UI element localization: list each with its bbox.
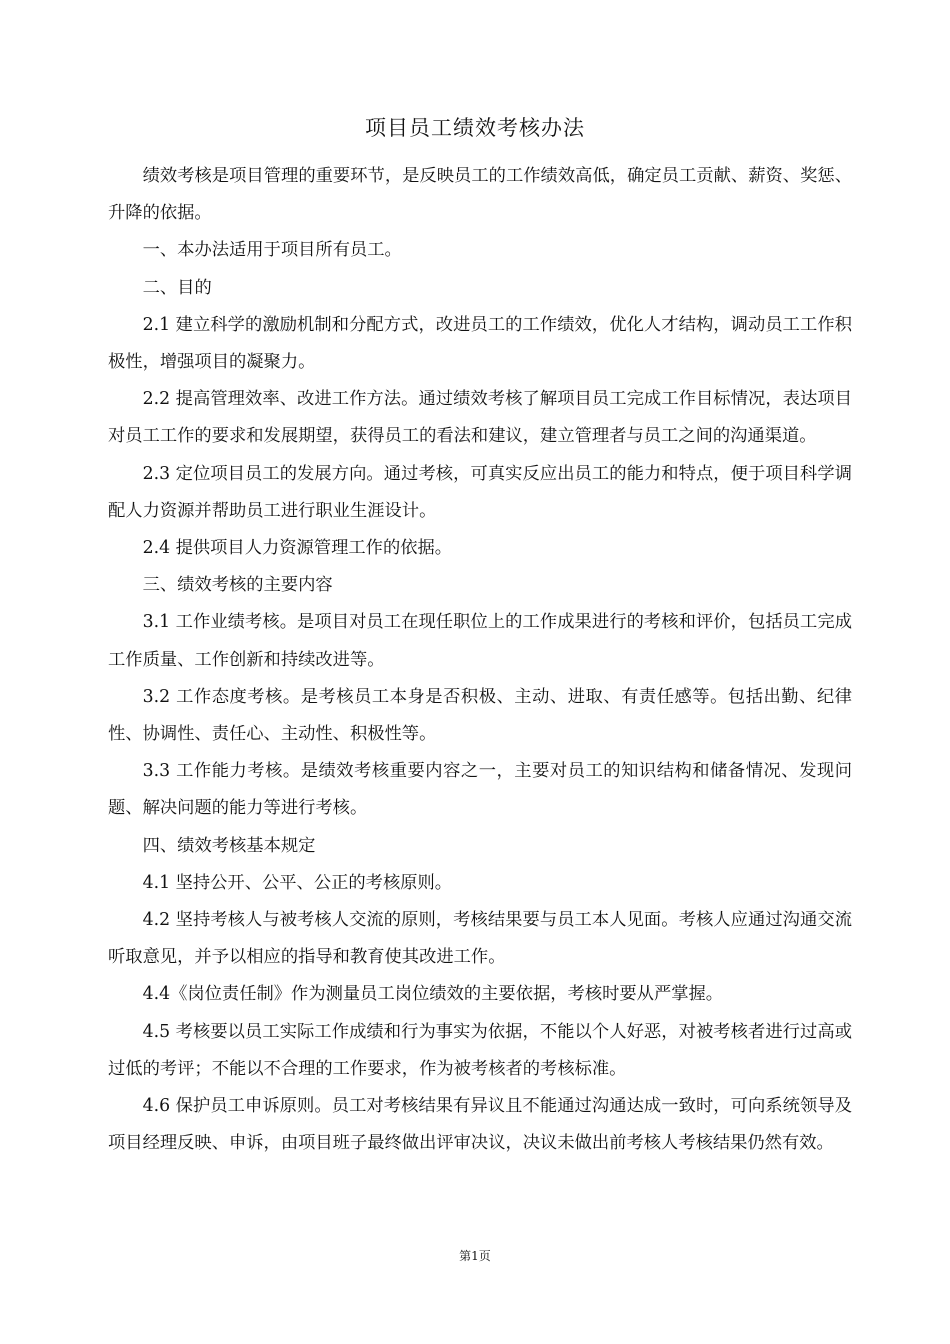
section-heading-rules: 四、绩效考核基本规定 xyxy=(142,835,316,856)
paragraph-4-5: 4.5 考核要以员工实际工作成绩和行为事实为依据，不能以个人好恶，对被考核者进行过高或过低的考评；不能以不合理的工作要求，作为被考核者的考核标准。 xyxy=(108,1021,852,1079)
paragraph-4-4: 4.4《岗位责任制》作为测量员工岗位绩效的主要依据，考核时要从严掌握。 xyxy=(142,984,724,1005)
paragraph-2-2: 2.2 提高管理效率、改进工作方法。通过绩效考核了解项目员工完成工作目标情况，表达项目对员工工作的要求和发展期望，获得员工的看法和建议，建立管理者与员工之间的沟通渠道。 xyxy=(108,389,852,447)
paragraph-2-4: 2.4 提供项目人力资源管理工作的依据。 xyxy=(142,538,453,559)
paragraph-scope: 一、本办法适用于项目所有员工。 xyxy=(142,240,402,261)
section-heading-content: 三、绩效考核的主要内容 xyxy=(142,575,333,596)
paragraph-3-3: 3.3 工作能力考核。是绩效考核重要内容之一，主要对员工的知识结构和储备情况、发现问题、解决问题的能力等进行考核。 xyxy=(108,761,852,819)
paragraph-2-3: 2.3 定位项目员工的发展方向。通过考核，可真实反应出员工的能力和特点，便于项目科学调配人力资源并帮助员工进行职业生涯设计。 xyxy=(108,463,852,521)
section-heading-purpose: 二、目的 xyxy=(142,277,212,298)
paragraph-4-2: 4.2 坚持考核人与被考核人交流的原则，考核结果要与员工本人见面。考核人应通过沟通交流听取意见，并予以相应的指导和教育使其改进工作。 xyxy=(108,910,852,968)
document-body xyxy=(108,158,852,1162)
document-title: 项目员工绩效考核办法 xyxy=(365,116,585,140)
paragraph-2-1: 2.1 建立科学的激励机制和分配方式，改进员工的工作绩效，优化人才结构，调动员工工作积极性，增强项目的凝聚力。 xyxy=(108,314,852,373)
paragraph-4-6: 4.6 保护员工申诉原则。员工对考核结果有异议且不能通过沟通达成一致时，可向系统领导及项目经理反映、申诉，由项目班子最终做出评审决议，决议未做出前考核人考核结果仍然有效。 xyxy=(108,1096,852,1154)
paragraph-3-1: 3.1 工作业绩考核。是项目对员工在现任职位上的工作成果进行的考核和评价，包括员工完成工作质量、工作创新和持续改进等。 xyxy=(108,612,852,670)
page-number: 第1页 xyxy=(459,1249,491,1263)
paragraph-intro: 绩效考核是项目管理的重要环节，是反映员工的工作绩效高低，确定员工贡献、薪资、奖惩、升降的依据。 xyxy=(108,166,852,224)
paragraph-4-1: 4.1 坚持公开、公平、公正的考核原则。 xyxy=(142,872,453,893)
paragraph-3-2: 3.2 工作态度考核。是考核员工本身是否积极、主动、进取、有责任感等。包括出勤、纪律性、协调性、责任心、主动性、积极性等。 xyxy=(108,686,852,745)
